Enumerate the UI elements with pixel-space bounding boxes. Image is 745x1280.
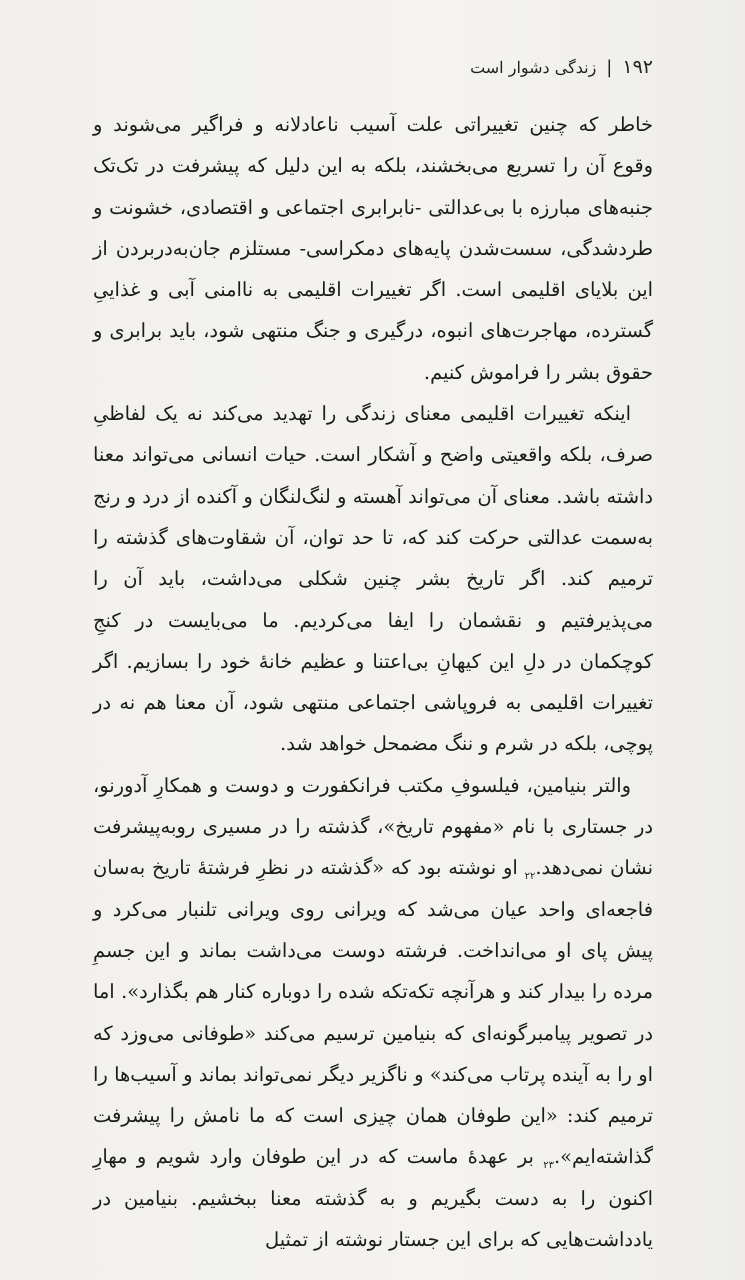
footnote-marker-23[interactable]: ۲۳	[543, 1160, 554, 1172]
paragraph-text: اینکه تغییرات اقلیمی معنای زندگی را تهدید می‌کند نه یک لفاظیِ صرف، بلکه واقعیتی واضح و آشکار است. حیات انسانی می‌تواند معنا داشته باشد. معنای آن می‌تواند آهسته و لنگ‌لنگان و آکنده از درد و رنج به‌سمت عدالتی حرکت کند که، تا حد توان، آن شقاوت‌های گذشته را ترمیم کند. اگر تاریخ بشر چنین شکلی می‌داشت، باید آن را می‌پذیرفتیم و نقشمان را ایفا می‌کردیم. ما می‌بایست در کنجِ کوچکمان در دلِ این کیهانِ بی‌اعتنا و عظیم خانهٔ خود را بسازیم. اگر تغییرات اقلیمی به فروپاشی اجتماعی منتهی شود، آن معنا هم نه در پوچی، بلکه در شرم و ننگ مضمحل خواهد شد.	[93, 402, 653, 756]
paragraph-text: بر عهدهٔ ماست که در این طوفان وارد شویم و مهارِ اکنون را به دست بگیریم و به گذشته معنا ببخشیم. بنیامین در یادداشت‌هایی که برای این جستار نوشته از تمثیل	[93, 1145, 653, 1252]
chapter-title: زندگی دشوار است	[470, 57, 597, 77]
paragraph-2	[93, 393, 653, 765]
paragraph-text: والتر بنیامین، فیلسوفِ مکتب فرانکفورت و دوست و همکارِ آدورنو، در جستاری با نام «مفهوم تاریخ»، گذشته را در مسیری روبه‌پیشرفت نشان نمی‌دهد.	[93, 773, 653, 880]
page-number: ۱۹۲	[622, 56, 653, 78]
paragraph-3	[93, 765, 653, 1261]
body-text	[93, 104, 653, 1260]
footnote-marker-22[interactable]: ۲۲	[524, 871, 536, 883]
paragraph-1	[93, 104, 653, 393]
header-separator: |	[606, 56, 613, 78]
running-header	[300, 56, 653, 78]
paragraph-text: خاطر که چنین تغییراتی علت آسیب ناعادلانه و فراگیر می‌شوند و وقوع آن را تسریع می‌بخشند، بلکه به این دلیل که پیشرفت در تک‌تک جنبه‌های مبارزه با بی‌عدالتی -نابرابری اجتماعی و اقتصادی، خشونت و طردشدگی، سست‌شدن پایه‌های دمکراسی- مستلزم جان‌به‌دربردن از این بلایای اقلیمی است. اگر تغییرات اقلیمی به ناامنی آبی و غذاییِ گسترده، مهاجرت‌های انبوه، درگیری و جنگ منتهی شود، باید برابری و حقوق بشر را فراموش کنیم.	[93, 113, 653, 384]
paragraph-text: او نوشته بود که «گذشته در نظرِ فرشتهٔ تاریخ به‌سان فاجعه‌ای واحد عیان می‌شد که ویرانی روی ویرانی تلنبار می‌کرد و پیش پای او می‌انداخت. فرشته دوست می‌داشت بماند و این جسمِ مرده را بیدار کند و هرآنچه تکه‌تکه شده را دوباره کنار هم بگذارد». اما در تصویر پیامبرگونه‌ای که بنیامین ترسیم می‌کند «طوفانی می‌وزد که او را به آینده پرتاب می‌کند» و ناگزیر دیگر نمی‌تواند بماند و آسیب‌ها را ترمیم کند: «این طوفان همان چیزی است که ما نامش را پیشرفت گذاشته‌ایم».	[93, 856, 653, 1169]
